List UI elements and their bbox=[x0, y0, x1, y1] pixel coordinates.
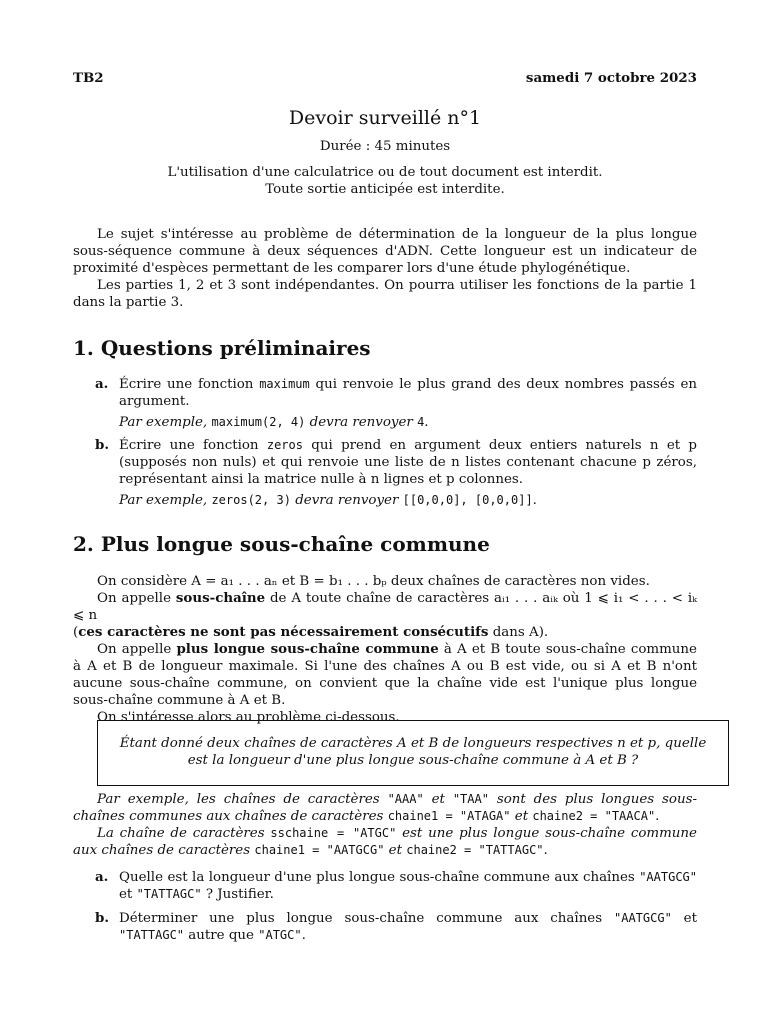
problem-intro: On s'intéresse alors au problème ci-dessous. bbox=[97, 710, 400, 725]
section-2-title: 2. Plus longue sous-chaîne commune bbox=[73, 532, 490, 556]
question-2a: a. Quelle est la longueur d'une plus longue sous-chaîne commune aux chaînes "AATGCG" et "TATTAGC" ? Justifier. bbox=[95, 869, 697, 902]
duration: Durée : 45 minutes bbox=[319, 139, 451, 154]
header-date: samedi 7 octobre 2023 bbox=[525, 70, 697, 86]
question-1b: b. Écrire une fonction zeros qui prend en argument deux entiers naturels n et p (supposés non nuls) et qui renvoie une liste de n listes contenant chacune p zéros, représentant ainsi la matrice nulle à n lignes et p colonnes. Par exemple, zeros(2, 3) devra renvoyer [[0,0,0], [0,0,0]]. bbox=[95, 437, 697, 508]
rule-exit: Toute sortie anticipée est interdite. bbox=[265, 182, 505, 197]
code-zeros: zeros bbox=[266, 438, 303, 452]
question-label: b. bbox=[95, 437, 110, 453]
definition-note: (ces caractères ne sont pas nécessairement consécutifs dans A). bbox=[73, 624, 549, 640]
problem-statement: Étant donné deux chaînes de caractères A et B de longueurs respectives n et p, quelle est la longueur d'une plus longue sous-chaîne commune à A et B ? bbox=[119, 736, 707, 768]
code-maximum: maximum bbox=[259, 377, 310, 391]
definition-lcs: On appelle plus longue sous-chaîne commune à A et B toute sous-chaîne commune à A et B de longueur maximale. Si l'une des chaînes A ou B est vide, ou si A et B n'ont aucune sous-chaîne commune, on convient que la chaîne vide est l'unique plus longue sous-chaîne commune à A et B. bbox=[73, 641, 697, 708]
example-2: La chaîne de caractères sschaine = "ATGC" est une plus longue sous-chaîne commune aux chaînes de caractères chaine1 = "AATGCG" et chaine2 = "TATTAGC". bbox=[73, 826, 697, 858]
intro-paragraph-2: Les parties 1, 2 et 3 sont indépendantes. On pourra utiliser les fonctions de la partie 1 dans la partie 3. bbox=[73, 278, 697, 310]
definition-subchain: On appelle sous-chaîne de A toute chaîne de caractères aᵢ₁ . . . aᵢₖ où 1 ⩽ i₁ < . . . < iₖ ⩽ n bbox=[73, 590, 697, 623]
code-example: zeros(2, 3) bbox=[211, 493, 291, 507]
problem-box bbox=[97, 720, 729, 786]
question-label: a. bbox=[95, 869, 109, 885]
example-1: Par exemple, les chaînes de caractères "AAA" et "TAA" sont des plus longues sous-chaînes communes aux chaînes de caractères chaine1 = "ATAGA" et chaine2 = "TAACA". bbox=[73, 792, 697, 824]
intro-paragraph-1: Le sujet s'intéresse au problème de détermination de la longueur de la plus longue sous-séquence commune à deux séquences d'ADN. Cette longueur est un indicateur de proximité d'espèces permettant de les comparer lors d'une étude phylogénétique. bbox=[73, 227, 697, 276]
rule-calculator: L'utilisation d'une calculatrice ou de tout document est interdit. bbox=[167, 165, 603, 180]
question-1a: a. Écrire une fonction maximum qui renvoie le plus grand des deux nombres passés en argument. Par exemple, maximum(2, 4) devra renvoyer 4. bbox=[95, 376, 698, 430]
section-2-text bbox=[73, 573, 697, 726]
page-header bbox=[73, 70, 697, 87]
definition-chains: On considère A = a₁ . . . aₙ et B = b₁ . . . bₚ deux chaînes de caractères non vides. bbox=[97, 574, 650, 589]
code-example: maximum(2, 4) bbox=[211, 415, 306, 429]
examples bbox=[73, 791, 697, 859]
question-2b: b. Déterminer une plus longue sous-chaîne commune aux chaînes "AATGCG" et "TATTAGC" autre que "ATGC". bbox=[95, 910, 697, 943]
question-label: b. bbox=[95, 910, 110, 926]
header-class: TB2 bbox=[73, 70, 104, 86]
page-title: Devoir surveillé n°1 bbox=[288, 107, 482, 129]
question-label: a. bbox=[95, 376, 109, 392]
intro bbox=[73, 226, 697, 311]
section-1-title: 1. Questions préliminaires bbox=[73, 336, 371, 360]
